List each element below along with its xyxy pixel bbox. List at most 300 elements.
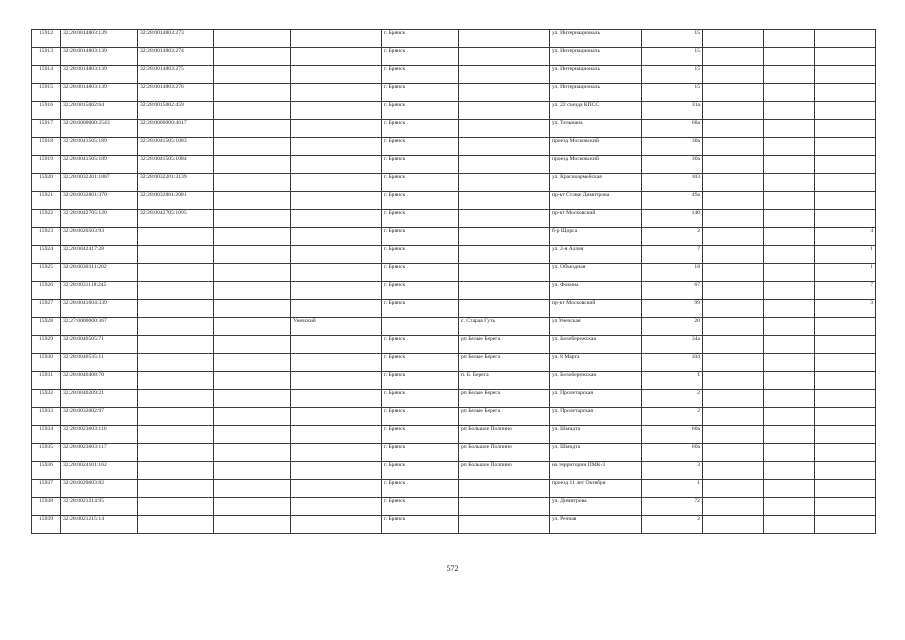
table-cell (214, 516, 291, 534)
table-row (32, 390, 876, 408)
table-row (32, 318, 876, 336)
table-cell: 15938 (32, 498, 61, 516)
table-cell (815, 390, 876, 408)
table-cell (138, 282, 214, 300)
table-cell (291, 282, 382, 300)
table-cell: 32:28:0000000:4617 (138, 120, 214, 138)
table-cell: г. Брянск (382, 426, 459, 444)
table-cell: 32:28:0020603:82 (61, 480, 138, 498)
table-cell (815, 318, 876, 336)
table-cell: 15937 (32, 480, 61, 498)
table-cell: 15917 (32, 120, 61, 138)
table-cell (815, 192, 876, 210)
table-cell (815, 426, 876, 444)
table-cell (459, 30, 550, 48)
table-cell (703, 462, 764, 480)
table-cell: 32:28:0014803:139 (61, 66, 138, 84)
table-cell (138, 318, 214, 336)
table-cell (703, 300, 764, 318)
table-cell: 15919 (32, 156, 61, 174)
table-cell: 15 (642, 66, 703, 84)
table-cell (703, 210, 764, 228)
table-cell: ул. Речная (550, 516, 642, 534)
table-cell (291, 372, 382, 390)
table-row (32, 210, 876, 228)
table-cell: г. Брянск (382, 84, 459, 102)
table-cell (703, 48, 764, 66)
table-cell: ул. Интернациональ (550, 84, 642, 102)
table-cell (764, 480, 815, 498)
table-cell (459, 282, 550, 300)
table-cell: пр-кт Ст.нке Димитрова (550, 192, 642, 210)
table-cell (382, 318, 459, 336)
table-cell (703, 228, 764, 246)
table-cell (703, 192, 764, 210)
table-cell (703, 84, 764, 102)
table-cell (764, 48, 815, 66)
table-cell (703, 426, 764, 444)
table-row (32, 426, 876, 444)
table-cell (291, 66, 382, 84)
table-cell: ул. 22 съезда КПСС (550, 102, 642, 120)
table-cell: на территории ПМК-3 (550, 462, 642, 480)
table-cell (764, 444, 815, 462)
table-cell: 15916 (32, 102, 61, 120)
table-cell: 32:28:0023603:117 (61, 444, 138, 462)
table-cell (459, 246, 550, 264)
table-cell: 1 (642, 372, 703, 390)
table-row (32, 246, 876, 264)
table-cell (459, 138, 550, 156)
table-cell: 2 (642, 408, 703, 426)
table-cell (703, 174, 764, 192)
table-cell (815, 156, 876, 174)
table-cell (703, 120, 764, 138)
table-cell: 15 (642, 84, 703, 102)
table-cell (703, 246, 764, 264)
table-cell (291, 102, 382, 120)
table-cell: 30а (642, 156, 703, 174)
table-cell (138, 390, 214, 408)
table-cell (291, 138, 382, 156)
table-cell (291, 444, 382, 462)
table-cell: г. Брянск (382, 444, 459, 462)
table-cell (764, 264, 815, 282)
table-cell (459, 210, 550, 228)
table-cell: г. Брянск (382, 48, 459, 66)
table-cell: проезд Московский (550, 138, 642, 156)
table-cell: 15924 (32, 246, 61, 264)
table-cell: 2 (642, 390, 703, 408)
table-cell (764, 282, 815, 300)
table-cell: ул. Белобережская (550, 336, 642, 354)
table-cell (214, 354, 291, 372)
table-cell: г. Брянск (382, 354, 459, 372)
table-cell (764, 246, 815, 264)
table-cell (764, 66, 815, 84)
table-cell: 7 (642, 246, 703, 264)
table-cell (764, 138, 815, 156)
table-row (32, 102, 876, 120)
table-cell: 15912 (32, 30, 61, 48)
table-cell (214, 156, 291, 174)
table-cell (138, 498, 214, 516)
table-row (32, 408, 876, 426)
table-cell: с. Старая Гуть (459, 318, 550, 336)
table-cell (214, 192, 291, 210)
table-cell: ул. Фокина (550, 282, 642, 300)
table-cell (764, 120, 815, 138)
table-cell: г. Брянск (382, 192, 459, 210)
table-cell: 32:28:0040505:71 (61, 336, 138, 354)
table-cell (214, 120, 291, 138)
table-cell (815, 354, 876, 372)
table-cell: 15939 (32, 516, 61, 534)
table-cell: 49а (642, 192, 703, 210)
table-cell: рп Большое Полпино (459, 462, 550, 480)
table-row (32, 354, 876, 372)
table-cell: ул. Пролетарская (550, 408, 642, 426)
table-cell (815, 102, 876, 120)
table-cell: 32:28:0000000:2543 (61, 120, 138, 138)
table-cell (764, 426, 815, 444)
table-cell (815, 480, 876, 498)
table-cell (214, 138, 291, 156)
table-cell (459, 192, 550, 210)
table-cell (764, 174, 815, 192)
table-cell (764, 84, 815, 102)
table-cell (214, 66, 291, 84)
table-cell: 32:28:0030311:202 (61, 264, 138, 282)
table-cell: 32:28:0020503:93 (61, 228, 138, 246)
table-cell: 15920 (32, 174, 61, 192)
table-cell (214, 462, 291, 480)
table-row (32, 264, 876, 282)
table-cell: г. Брянск (382, 264, 459, 282)
table-cell (459, 516, 550, 534)
table-cell (138, 228, 214, 246)
table-cell (815, 174, 876, 192)
table-cell: ул. 2-я Аллея (550, 246, 642, 264)
table-cell (459, 228, 550, 246)
table-cell: 32:28:0021215:14 (61, 516, 138, 534)
table-cell (815, 138, 876, 156)
table-cell (764, 336, 815, 354)
table-cell (291, 390, 382, 408)
table-cell: 30а (642, 138, 703, 156)
table-cell (459, 480, 550, 498)
table-cell (764, 372, 815, 390)
table-cell (459, 498, 550, 516)
table-cell (703, 336, 764, 354)
table-cell: 15922 (32, 210, 61, 228)
table-cell (214, 336, 291, 354)
table-cell: 68а (642, 120, 703, 138)
table-cell: 18 (642, 264, 703, 282)
table-cell (138, 354, 214, 372)
table-cell (214, 174, 291, 192)
table-cell: г. Брянск (382, 30, 459, 48)
table-cell (703, 264, 764, 282)
table-cell: г. Брянск (382, 336, 459, 354)
table-cell: 32:28:0040535:11 (61, 354, 138, 372)
table-cell: 15936 (32, 462, 61, 480)
table-cell: 15934 (32, 426, 61, 444)
table-cell: 32:28:0042705:1095 (138, 210, 214, 228)
table-cell (459, 300, 550, 318)
table-row (32, 282, 876, 300)
table-cell: 2 (642, 228, 703, 246)
table-cell: 32:28:0032201:1887 (61, 174, 138, 192)
table-cell (214, 426, 291, 444)
table-cell: 32:28:0041505:189 (61, 138, 138, 156)
registry-table (31, 29, 876, 534)
table-cell (815, 462, 876, 480)
table-cell: 60а (642, 444, 703, 462)
table-cell: пр-кт Московский (550, 210, 642, 228)
table-cell (214, 318, 291, 336)
table-cell (764, 318, 815, 336)
table-cell: 32:28:0040408:70 (61, 372, 138, 390)
table-cell (764, 102, 815, 120)
table-cell (138, 372, 214, 390)
table-cell (703, 408, 764, 426)
table-cell: рп Большое Полпино (459, 444, 550, 462)
table-cell (703, 318, 764, 336)
table-cell (764, 390, 815, 408)
table-cell: 15933 (32, 408, 61, 426)
table-cell (138, 300, 214, 318)
table-cell: 15915 (32, 84, 61, 102)
table-cell (291, 516, 382, 534)
table-cell (291, 228, 382, 246)
table-cell: 32:28:0041505:1084 (138, 156, 214, 174)
table-cell: 15926 (32, 282, 61, 300)
table-cell (291, 264, 382, 282)
table-cell (291, 426, 382, 444)
registry-table-body (32, 30, 876, 534)
table-cell (815, 30, 876, 48)
table-cell (815, 84, 876, 102)
table-cell (703, 66, 764, 84)
table-cell (764, 300, 815, 318)
table-cell (291, 120, 382, 138)
table-cell: 15 (642, 30, 703, 48)
table-cell: г. Брянск (382, 480, 459, 498)
table-cell: 15935 (32, 444, 61, 462)
table-cell (459, 174, 550, 192)
table-cell (291, 174, 382, 192)
table-cell: 140 (642, 210, 703, 228)
table-cell (214, 48, 291, 66)
table-cell: 15930 (32, 354, 61, 372)
table-cell (291, 408, 382, 426)
table-cell: 32:28:0014803:275 (138, 66, 214, 84)
table-row (32, 174, 876, 192)
table-cell: рп Белые Берега (459, 354, 550, 372)
table-cell: 3 (642, 462, 703, 480)
table-cell (815, 408, 876, 426)
table-cell (703, 390, 764, 408)
table-cell (291, 354, 382, 372)
table-cell (815, 498, 876, 516)
table-row (32, 516, 876, 534)
table-cell (703, 372, 764, 390)
table-cell (214, 498, 291, 516)
table-cell (138, 426, 214, 444)
table-cell (703, 498, 764, 516)
table-cell (214, 228, 291, 246)
table-cell: 72 (642, 498, 703, 516)
table-cell (291, 462, 382, 480)
table-cell: 2 (642, 516, 703, 534)
table-cell (214, 300, 291, 318)
table-cell: 32:28:0015002:459 (138, 102, 214, 120)
table-cell: 15921 (32, 192, 61, 210)
table-cell: 32:28:0040209:21 (61, 390, 138, 408)
table-cell: рп Белые Берега (459, 390, 550, 408)
table-cell: 67 (642, 282, 703, 300)
table-cell (138, 480, 214, 498)
table-cell: г. Брянск (382, 210, 459, 228)
table-cell (815, 210, 876, 228)
table-cell: 32:28:0014803:139 (61, 30, 138, 48)
table-cell: 32:28:0032201:3139 (138, 174, 214, 192)
table-cell (214, 444, 291, 462)
table-cell (703, 30, 764, 48)
table-cell: ул. Объездная (550, 264, 642, 282)
table-cell: г. Брянск (382, 102, 459, 120)
table-cell (138, 336, 214, 354)
table-cell: п. Б. Берега (459, 372, 550, 390)
table-cell (214, 264, 291, 282)
table-row (32, 48, 876, 66)
table-cell: 15929 (32, 336, 61, 354)
table-row (32, 30, 876, 48)
table-cell (214, 246, 291, 264)
table-cell (459, 48, 550, 66)
table-cell: 32:28:0014803:139 (61, 84, 138, 102)
table-row (32, 336, 876, 354)
table-row (32, 480, 876, 498)
table-cell: 15927 (32, 300, 61, 318)
table-cell (138, 246, 214, 264)
table-cell (815, 336, 876, 354)
table-cell (764, 210, 815, 228)
table-cell (703, 138, 764, 156)
table-cell: г. Брянск (382, 498, 459, 516)
table-cell: 32:28:0021214:95 (61, 498, 138, 516)
table-cell (291, 84, 382, 102)
table-cell (764, 516, 815, 534)
table-cell: 20 (642, 318, 703, 336)
table-cell (764, 498, 815, 516)
table-cell (459, 120, 550, 138)
table-cell: г. Брянск (382, 156, 459, 174)
table-cell: ул. Димитрова (550, 498, 642, 516)
table-cell (138, 264, 214, 282)
table-cell (214, 210, 291, 228)
page-number: 572 (446, 564, 459, 573)
table-cell (815, 444, 876, 462)
table-cell: 15918 (32, 138, 61, 156)
table-cell: ул. Шмидта (550, 426, 642, 444)
table-cell (764, 228, 815, 246)
table-cell: ул. Шмидта (550, 444, 642, 462)
table-cell (291, 156, 382, 174)
table-cell: г. Брянск (382, 120, 459, 138)
table-cell: 4 (815, 228, 876, 246)
table-cell: 32:27:0000000:367 (61, 318, 138, 336)
table-cell (291, 246, 382, 264)
table-cell: 15928 (32, 318, 61, 336)
table-cell: 32:28:0031118:245 (61, 282, 138, 300)
table-cell: 32:28:0041505:1083 (138, 138, 214, 156)
table-cell (214, 480, 291, 498)
table-cell: 32:28:0014803:139 (61, 48, 138, 66)
table-cell (291, 30, 382, 48)
table-cell (703, 480, 764, 498)
table-cell (815, 48, 876, 66)
table-cell: 7 (815, 282, 876, 300)
table-cell (138, 408, 214, 426)
table-cell: г. Брянск (382, 138, 459, 156)
table-cell: 3 (815, 300, 876, 318)
table-cell (214, 84, 291, 102)
table-cell: 15925 (32, 264, 61, 282)
table-cell (815, 66, 876, 84)
table-cell: ул. Белобережская (550, 372, 642, 390)
table-cell: пр-кт Московский (550, 300, 642, 318)
table-cell: 32:28:0014803:273 (138, 30, 214, 48)
table-row (32, 498, 876, 516)
table-cell: ул Унечская (550, 318, 642, 336)
table-cell: ул. Интернациональ (550, 66, 642, 84)
table-cell: ул. Красноармейская (550, 174, 642, 192)
table-cell: Унечский (291, 318, 382, 336)
table-cell: рп Большое Полпино (459, 426, 550, 444)
table-cell: ул. Интернациональ (550, 48, 642, 66)
table-cell (214, 102, 291, 120)
table-cell: г. Брянск (382, 462, 459, 480)
table-cell: г. Брянск (382, 390, 459, 408)
table-cell: 1 (815, 264, 876, 282)
table-cell: г. Брянск (382, 66, 459, 84)
table-cell (214, 372, 291, 390)
table-cell (291, 192, 382, 210)
table-row (32, 138, 876, 156)
table-cell (138, 444, 214, 462)
table-row (32, 66, 876, 84)
table-cell (214, 408, 291, 426)
table-cell: 15923 (32, 228, 61, 246)
table-row (32, 120, 876, 138)
table-cell (703, 282, 764, 300)
table-cell: г. Брянск (382, 408, 459, 426)
table-cell (815, 120, 876, 138)
table-cell: ул. Интернациональ (550, 30, 642, 48)
table-cell: б-р Щорса (550, 228, 642, 246)
table-cell (138, 516, 214, 534)
table-cell (703, 156, 764, 174)
table-cell: г. Брянск (382, 372, 459, 390)
table-cell (291, 48, 382, 66)
table-cell: 32:28:0015002:64 (61, 102, 138, 120)
table-cell: ул. Пролетарская (550, 390, 642, 408)
table-cell: ул. 8 Марта (550, 354, 642, 372)
table-cell: 60а (642, 426, 703, 444)
table-cell: 1 (642, 480, 703, 498)
